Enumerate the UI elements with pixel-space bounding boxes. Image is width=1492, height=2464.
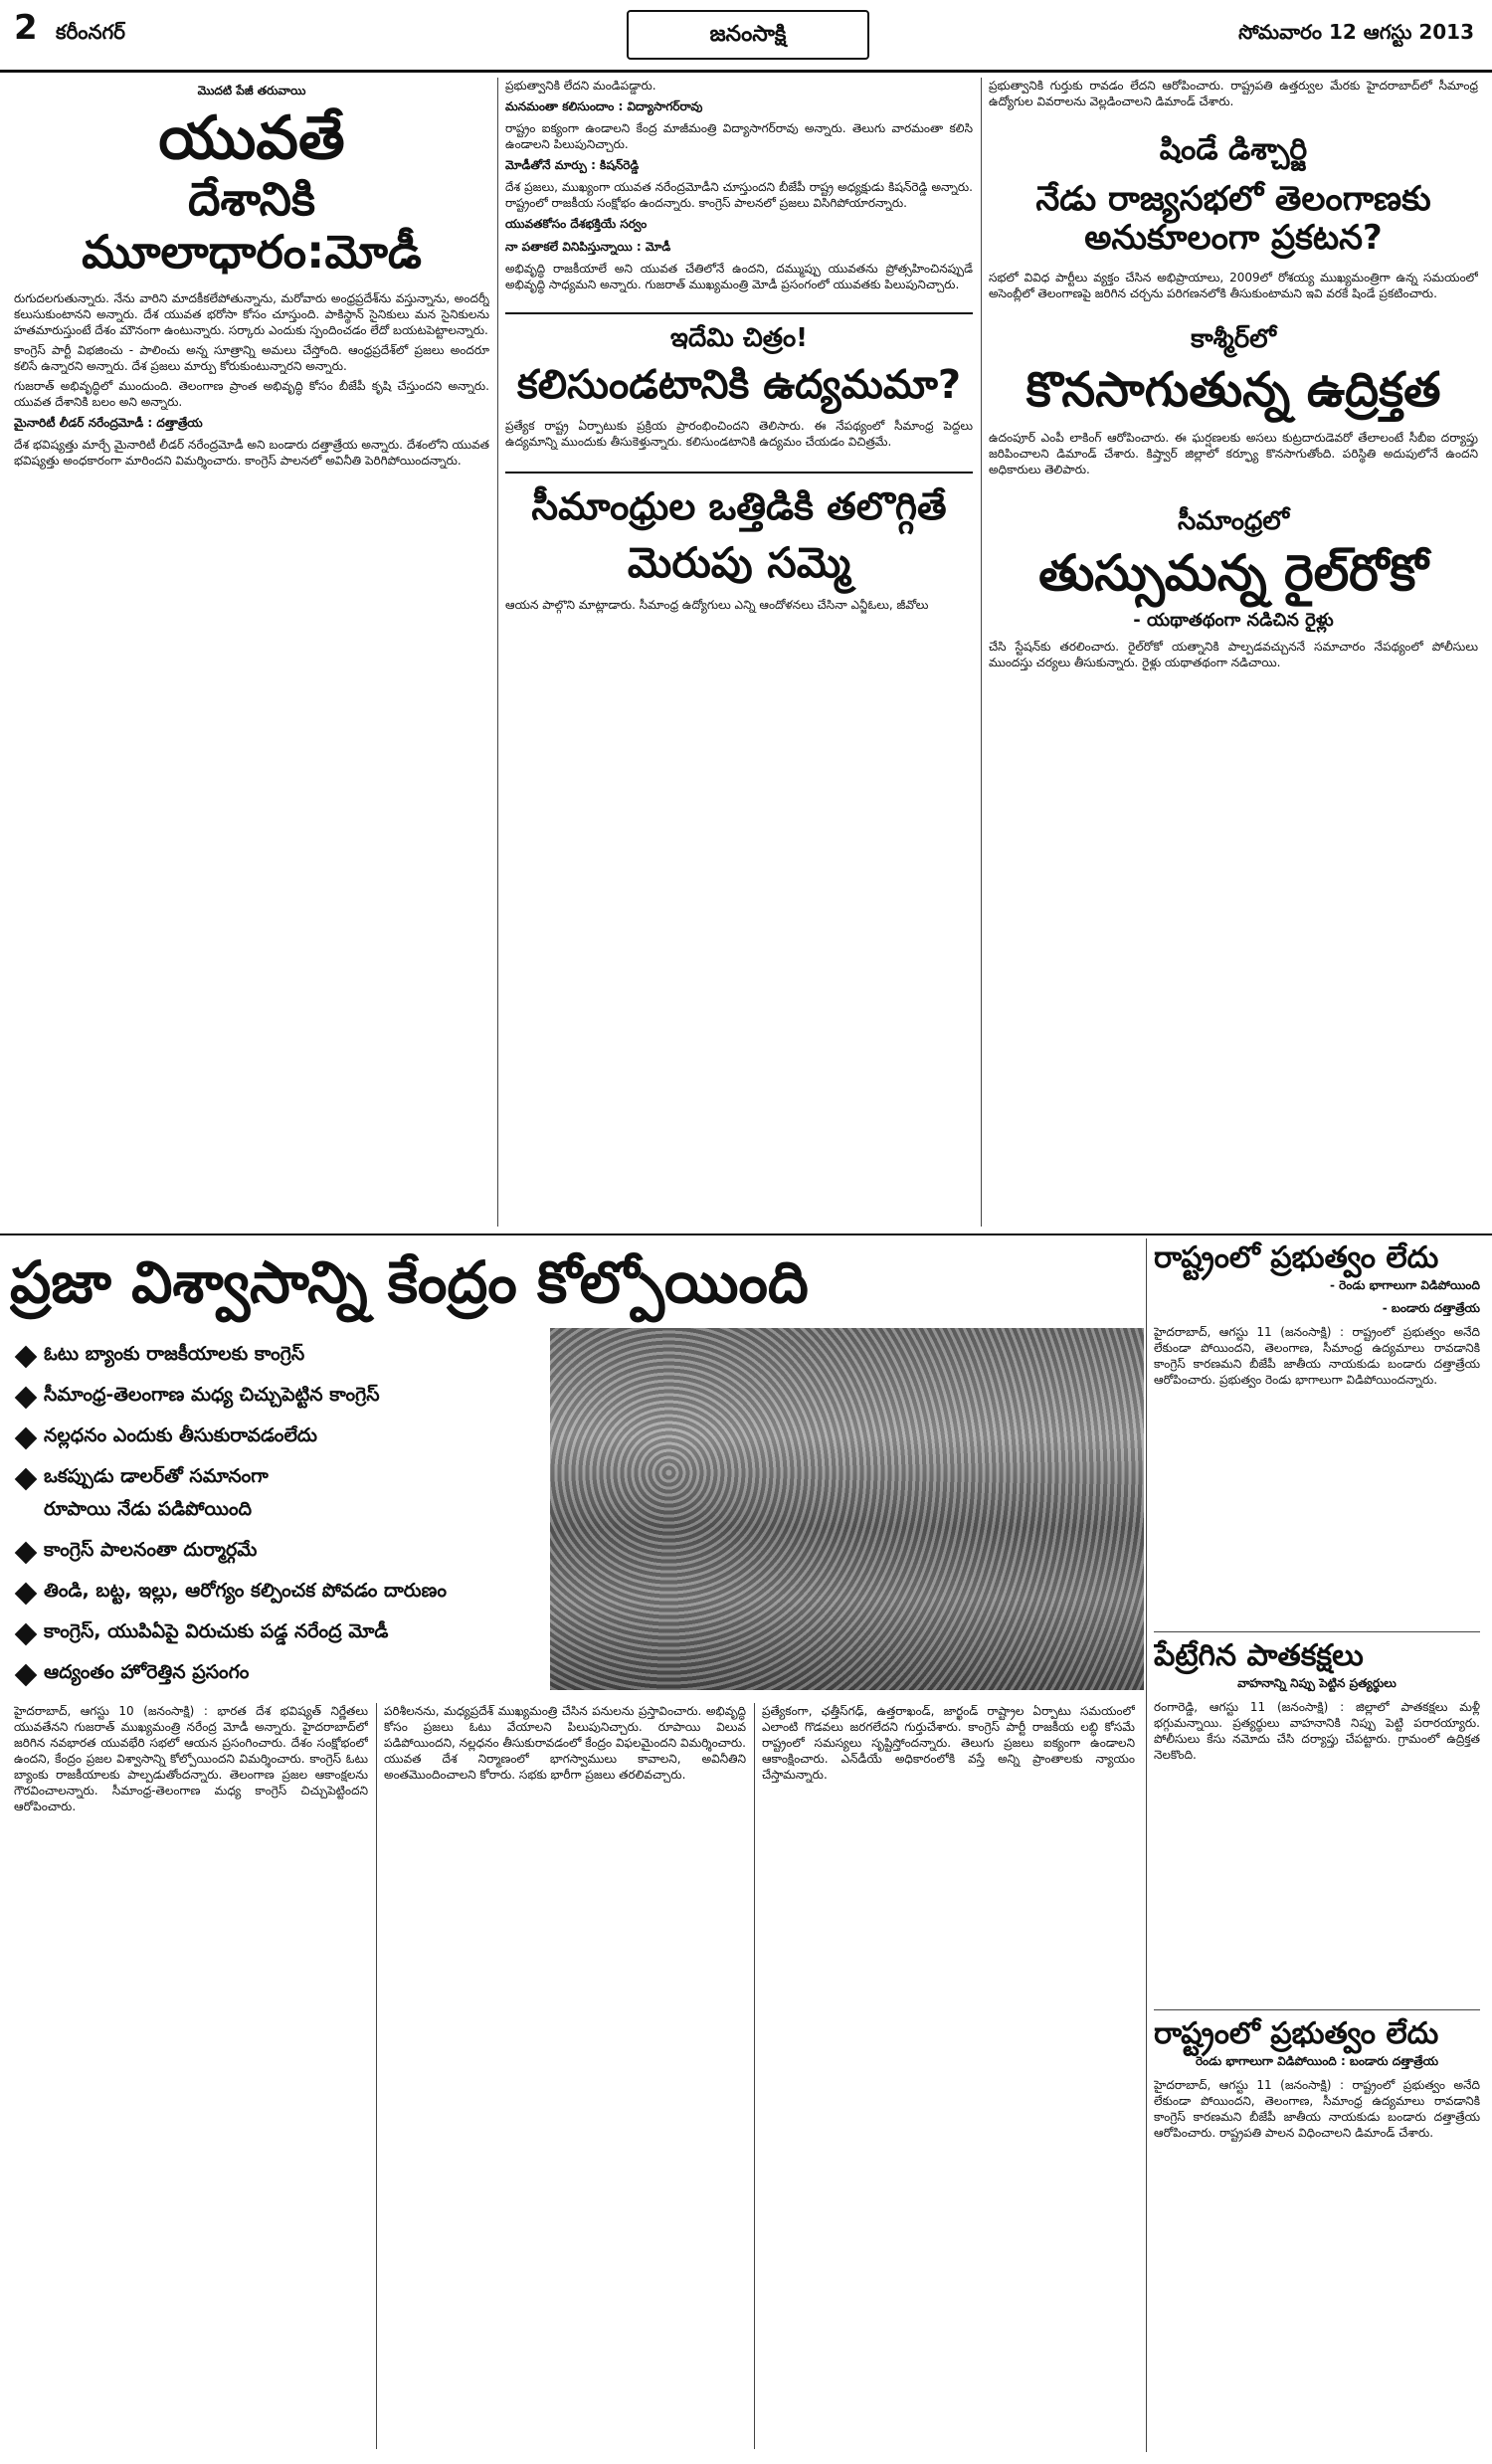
column-divider (497, 78, 498, 1227)
paragraph: గుజరాత్ అభివృద్ధిలో ముందుంది. తెలంగాణ ప్రాంత అభివృద్ధి కోసం బీజేపీ కృషి చేస్తుందని అన్నారు. యువత దేశానికి బలం అని అన్నారు. (14, 378, 489, 409)
byline: - బండారు దత్తాత్రేయ (1382, 1300, 1480, 1315)
highlights-list (18, 1343, 535, 1702)
article-body: ఆయన పాల్గొని మాట్లాడారు. సీమాంధ్ర ఉద్యోగులు ఎన్ని ఆందోళనలు చేసినా ఎన్జీఓలు, జీవోలు (505, 597, 929, 612)
column-divider (754, 1703, 755, 2449)
list-item: ఓటు బ్యాంకు రాజకీయాలకు కాంగ్రెస్ (18, 1343, 535, 1370)
kicker: సీమాంధ్రలో (1177, 505, 1290, 536)
subhead: మైనారిటీ లీడర్ నరేంద్రమోడీ : దత్తాత్రేయ (14, 415, 203, 430)
article-body: ప్రత్యేక రాష్ట్ర ఏర్పాటుకు ప్రక్రియ ప్రారంభించిందని తెలిసారు. ఈ నేపథ్యంలో సీమాంధ్ర పెద్దలు ఉద్యమాన్ని ముందుకు తీసుకెళ్తున్నారు. కలిసుండటానికి ఉద్యమం చేయడం విచిత్రమే. (505, 418, 973, 449)
main-article-col3: ప్రత్యేకంగా, ఛత్తీస్‌గఢ్, ఉత్తరాఖండ్, జార్ఖండ్ రాష్ట్రాల ఏర్పాటు సమయంలో ఎలాంటి గొడవలు జరగలేదని గుర్తుచేశారు. కాంగ్రెస్ పార్టీ రాజకీయ లబ్ధి కోసమే రాష్ట్రంలో సమస్యలు సృష్టిస్తోందన్నారు. తెలుగు ప్రజలు ఐక్యంగా ఉండాలని ఆకాంక్షించారు. ఎన్‌డీయే అధికారంలోకి వస్తే అన్ని ప్రాంతాలకు న్యాయం చేస్తామన్నారు. (762, 1704, 1135, 1782)
article-body: చేసి స్టేషన్‌కు తరలించారు. రైల్‌రోకో యత్నానికి పాల్పడవచ్చుననే సమాచారం నేపథ్యంలో పోలీసులు ముందస్తు చర్యలు తీసుకున్నారు. రైళ్లు యథాతథంగా నడిచాయి. (989, 640, 1478, 670)
masthead-logo: జనంసాక్షి (627, 10, 869, 60)
column-divider (1146, 1238, 1147, 2452)
story-telangana-rajyasabha (989, 78, 1478, 1227)
intro-text: ప్రభుత్వానికి గుర్తుకు రావడం లేదని ఆరోపించారు. రాష్ట్రపతి ఉత్తర్వుల మేరకు హైదరాబాద్‌లో సీమాంధ్ర ఉద్యోగుల వివరాలను వెల్లడించాలని డిమాండ్ చేశారు. (989, 79, 1478, 108)
box-kicker: ఇదేమి చిత్రం! (669, 323, 808, 353)
side-story-no-government-2 (1154, 2017, 1480, 2455)
main-headline: ప్రజా విశ్వాసాన్ని కేంద్రం కోల్పోయింది (10, 1248, 809, 1316)
kicker: కాశ్మీర్‌లో (1191, 323, 1276, 354)
list-item: సీమాంధ్ర-తెలంగాణ మధ్య చిచ్చుపెట్టిన కాంగ్రెస్ (18, 1384, 535, 1411)
subhead: యువతకోసం దేశభక్తియే సర్వం (505, 217, 648, 231)
article-body: ఉదంపూర్ ఎంపీ లాకింగ్ ఆరోపించారు. ఈ ఘర్షణలకు అసలు కుట్రదారుడెవరో తేలాలంటే సీబీఐ దర్యాప్తు జరిపించాలని డిమాండ్ చేశారు. కిష్త్వార్ జిల్లాలో కర్ఫ్యూ కొనసాగుతోంది. పరిస్థితి అదుపులోనే ఉందని అధికారులు తెలిపారు. (989, 430, 1478, 476)
subhead: - యథాతథంగా నడిచిన రైళ్లు (1133, 610, 1334, 632)
subhead: మోడీతోనే మార్పు : కిషన్‌రెడ్డి (505, 158, 640, 172)
list-item: ఆద్యంతం హోరెత్తిన ప్రసంగం (18, 1661, 535, 1688)
intro-text: ప్రభుత్వానికి లేదని మండిపడ్డారు. (505, 79, 656, 93)
masthead-bar (0, 0, 1492, 73)
kicker: మొదటి పేజీ తరువాయి (197, 84, 306, 97)
article-body: రాష్ట్రం ఐక్యంగా ఉండాలని కేంద్ర మాజీమంత్రి విద్యాసాగర్‌రావు అన్నారు. తెలుగు వారమంతా కలిసి ఉండాలని పిలుపునిచ్చారు. (505, 121, 973, 151)
side-story-no-government (1154, 1241, 1480, 1619)
byline: వాహనాన్ని నిప్పు పెట్టిన ప్రత్యర్థులు (1237, 1675, 1397, 1690)
headline: పేట్రేగిన పాతకక్షలు (1154, 1639, 1364, 1673)
headline: నేడు రాజ్యసభలో తెలంగాణకు అనుకూలంగా ప్రకటన? (1035, 178, 1431, 258)
section-name: కరీంనగర్ (56, 20, 125, 44)
article-body: హైదరాబాద్, ఆగస్టు 11 (జనంసాక్షి) : రాష్ట్రంలో ప్రభుత్వం అనేది లేకుండా పోయిందని, తెలంగాణ, సీమాంధ్ర ఉద్యమాలు రావడానికి కాంగ్రెస్ కారణమని బీజేపీ జాతీయ నాయకుడు బండారు దత్తాత్రేయ ఆరోపించారు. ప్రభుత్వం రెండు భాగాలుగా విడిపోయిందన్నారు. (1154, 1324, 1480, 1387)
list-item: తిండి, బట్ట, ఇల్లు, ఆరోగ్యం కల్పించక పోవడం దారుణం (18, 1580, 535, 1607)
side-story-old-feuds (1154, 1639, 1480, 1997)
issue-date: సోమవారం 12 ఆగస్టు 2013 (1238, 20, 1474, 44)
article-body: సభలో వివిధ పార్టీలు వ్యక్తం చేసిన అభిప్రాయాలు, 2009లో రోశయ్య ముఖ్యమంత్రిగా ఉన్న సమయంలో అసెంబ్లీలో తెలంగాణపై జరిగిన చర్చను పరిగణనలోకి తీసుకుంటామని ఇవి వరకే షిండే ప్రకటించారు. (989, 270, 1478, 300)
main-article-col1: హైదరాబాద్, ఆగస్టు 10 (జనంసాక్షి) : భారత దేశ భవిష్యత్ నిర్ణేతలు యువతేనని గుజరాత్ ముఖ్యమంత్రి నరేంద్ర మోడీ అన్నారు. హైదరాబాద్‌లో జరిగిన నవభారత యువభేరి సభలో ఆయన ప్రసంగించారు. దేశం సంక్షోభంలో ఉందని, కేంద్రం ప్రజల విశ్వాసాన్ని కోల్పోయిందని విమర్శించారు. కాంగ్రెస్ ఓటు బ్యాంకు రాజకీయాలకు పాల్పడుతోందన్నారు. తెలంగాణ ప్రజల ఆకాంక్షలను గౌరవించాలన్నారు. సీమాంధ్ర-తెలంగాణ మధ్య కాంగ్రెస్ చిచ్చుపెట్టిందని ఆరోపించారు. (14, 1704, 368, 1813)
story-youth-modi (14, 78, 489, 1227)
main-story-header (10, 1238, 1144, 1328)
headline-line2: దేశానికి మూలాధారం:మోడీ (82, 172, 422, 279)
section-divider (1154, 1631, 1480, 1632)
list-item: ఒకప్పుడు డాలర్‌తో సమానంగా (18, 1465, 535, 1492)
article-body: దేశ ప్రజలు, ముఖ్యంగా యువత నరేంద్రమోడీని చూస్తుందని బీజేపీ రాష్ట్ర అధ్యక్షుడు కిషన్‌రెడ్డి అన్నారు. రాష్ట్రంలో రాజకీయ సంక్షోభం ఉందన్నారు. కాంగ్రెస్ పాలనలో ప్రజలు విసిగిపోయారన్నారు. (505, 180, 973, 210)
list-item: కాంగ్రెస్ పాలనంతా దుర్మార్గమే (18, 1539, 535, 1566)
list-item: కాంగ్రెస్, యుపిఏపై విరుచుకు పడ్డ నరేంద్ర మోడీ (18, 1620, 535, 1647)
headline-line2: మెరుపు సమ్మె (627, 537, 851, 587)
headline: రాష్ట్రంలో ప్రభుత్వం లేదు (1154, 2017, 1439, 2051)
page-number: 2 (14, 8, 38, 48)
paragraph: కాంగ్రెస్ పార్టీ విభజించు - పాలించు అన్న సూత్రాన్ని అమలు చేస్తోంది. ఆంధ్రప్రదేశ్‌లో ప్రజలు అందరూ కలిసే ఉన్నారని అన్నారు. దేశ ప్రజలు మార్పు కోరుకుంటున్నారని అన్నారు. (14, 342, 489, 373)
paragraph: రుగుదలగుతున్నారు. నేను వారిని మాదకీకలేపోతున్నాను, మరోవారు అంధ్రప్రదేశ్‌ను వస్తున్నాను, అందర్నీ కలుసుకుంటానని అన్నారు. దేశ యువత భరోసా కోసం చూస్తుంది. పాకిస్థాన్ సైనికులు మన సైనికులను హతమారుస్తుంటే దేశం మౌనంగా ఉంటున్నారు. సర్కారు ఎందుకు స్పందించడం లేదో బయటపెట్టాలన్నారు. (14, 290, 489, 337)
article-body: రంగారెడ్డి, ఆగస్టు 11 (జనంసాక్షి) : జిల్లాలో పాతకక్షలు మళ్లీ భగ్గుమన్నాయి. ప్రత్యర్థులు వాహనానికి నిప్పు పెట్టి పరారయ్యారు. పోలీసులు కేసు నమోదు చేసి దర్యాప్తు చేపట్టారు. గ్రామంలో ఉద్రిక్తత నెలకొంది. (1154, 1699, 1480, 1762)
box-headline: కలిసుండటానికి ఉద్యమమా? (516, 361, 962, 408)
article-body: దేశ భవిష్యత్తు మార్చే మైనారిటీ లీడర్ నరేంద్రమోడీ అని బండారు దత్తాత్రేయ అన్నారు. దేశంలోని యువత భవిష్యత్తు అంధకారంగా మారిందని విమర్శించారు. కాంగ్రెస్ పాలనలో అవినీతి పెరిగిపోయిందన్నారు. (14, 437, 489, 468)
boxed-story (505, 312, 973, 450)
list-item: రూపాయి నేడు పడిపోయింది (44, 1498, 252, 1520)
list-item: నల్లధనం ఎందుకు తీసుకురావడంలేదు (18, 1424, 535, 1451)
headline: కొనసాగుతున్న ఉద్రిక్తత (1026, 361, 1441, 418)
section-divider (0, 1233, 1492, 1235)
headline: రాష్ట్రంలో ప్రభుత్వం లేదు (1154, 1241, 1439, 1275)
column-divider (376, 1703, 377, 2449)
column-divider (981, 78, 982, 1227)
section-divider (1154, 2009, 1480, 2010)
story-leaders (505, 78, 973, 1227)
article-body (14, 290, 489, 410)
subhead: మనమంతా కలిసుందాం : విద్యాసాగర్‌రావు (505, 99, 703, 113)
article-body: హైదరాబాద్, ఆగస్టు 11 (జనంసాక్షి) : రాష్ట్రంలో ప్రభుత్వం అనేది లేకుండా పోయిందని, తెలంగాణ, సీమాంధ్ర ఉద్యమాలు రావడానికి కాంగ్రెస్ కారణమని బీజేపీ జాతీయ నాయకుడు బండారు దత్తాత్రేయ ఆరోపించారు. రాష్ట్రపతి పాలన విధించాలని డిమాండ్ చేశారు. (1154, 2077, 1480, 2140)
boxed-story (505, 472, 973, 613)
byline: రెండు భాగాలుగా విడిపోయింది : బండారు దత్తాత్రేయ (1195, 2053, 1439, 2068)
main-article-col2: పరిశీలనను, మధ్యప్రదేశ్ ముఖ్యమంత్రి చేసిన పనులను ప్రస్తావించారు. అభివృద్ధి కోసం ప్రజలు ఓటు వేయాలని పిలుపునిచ్చారు. రూపాయి విలువ పడిపోయిందని, నల్లధనం తీసుకురావడంలో కేంద్రం విఫలమైందని విమర్శించారు. యువత దేశ నిర్మాణంలో భాగస్వాములు కావాలని, అవినీతిని అంతమొందించాలని కోరారు. సభకు భారీగా ప్రజలు తరలివచ్చారు. (384, 1704, 746, 1782)
kicker: షిండే డిశ్చార్జి (1159, 132, 1308, 167)
headline-line1: సీమాంధ్రుల ఒత్తిడికి తలొగ్గితే (531, 483, 947, 528)
byline: - రెండు భాగాలుగా విడిపోయింది (1330, 1277, 1480, 1292)
rally-crowd-photo (550, 1328, 1144, 1690)
headline-line1: యువతే (158, 103, 345, 173)
subhead: నా పతాకలే వినిపిస్తున్నాయి : మోడీ (505, 240, 671, 254)
headline: తుస్సుమన్న రైల్‌రోకో (1038, 543, 1428, 602)
article-body: అభివృద్ధి రాజకీయాలే అని యువత చేతిలోనే ఉందని, దమ్ముప్పు యువతను ప్రోత్సహించినప్పుడే అభివృద్ధి సాధ్యమని అన్నారు. గుజరాత్ ముఖ్యమంత్రి మోడీ ప్రసంగంలో యువతకు పిలుపునిచ్చారు. (505, 262, 973, 291)
